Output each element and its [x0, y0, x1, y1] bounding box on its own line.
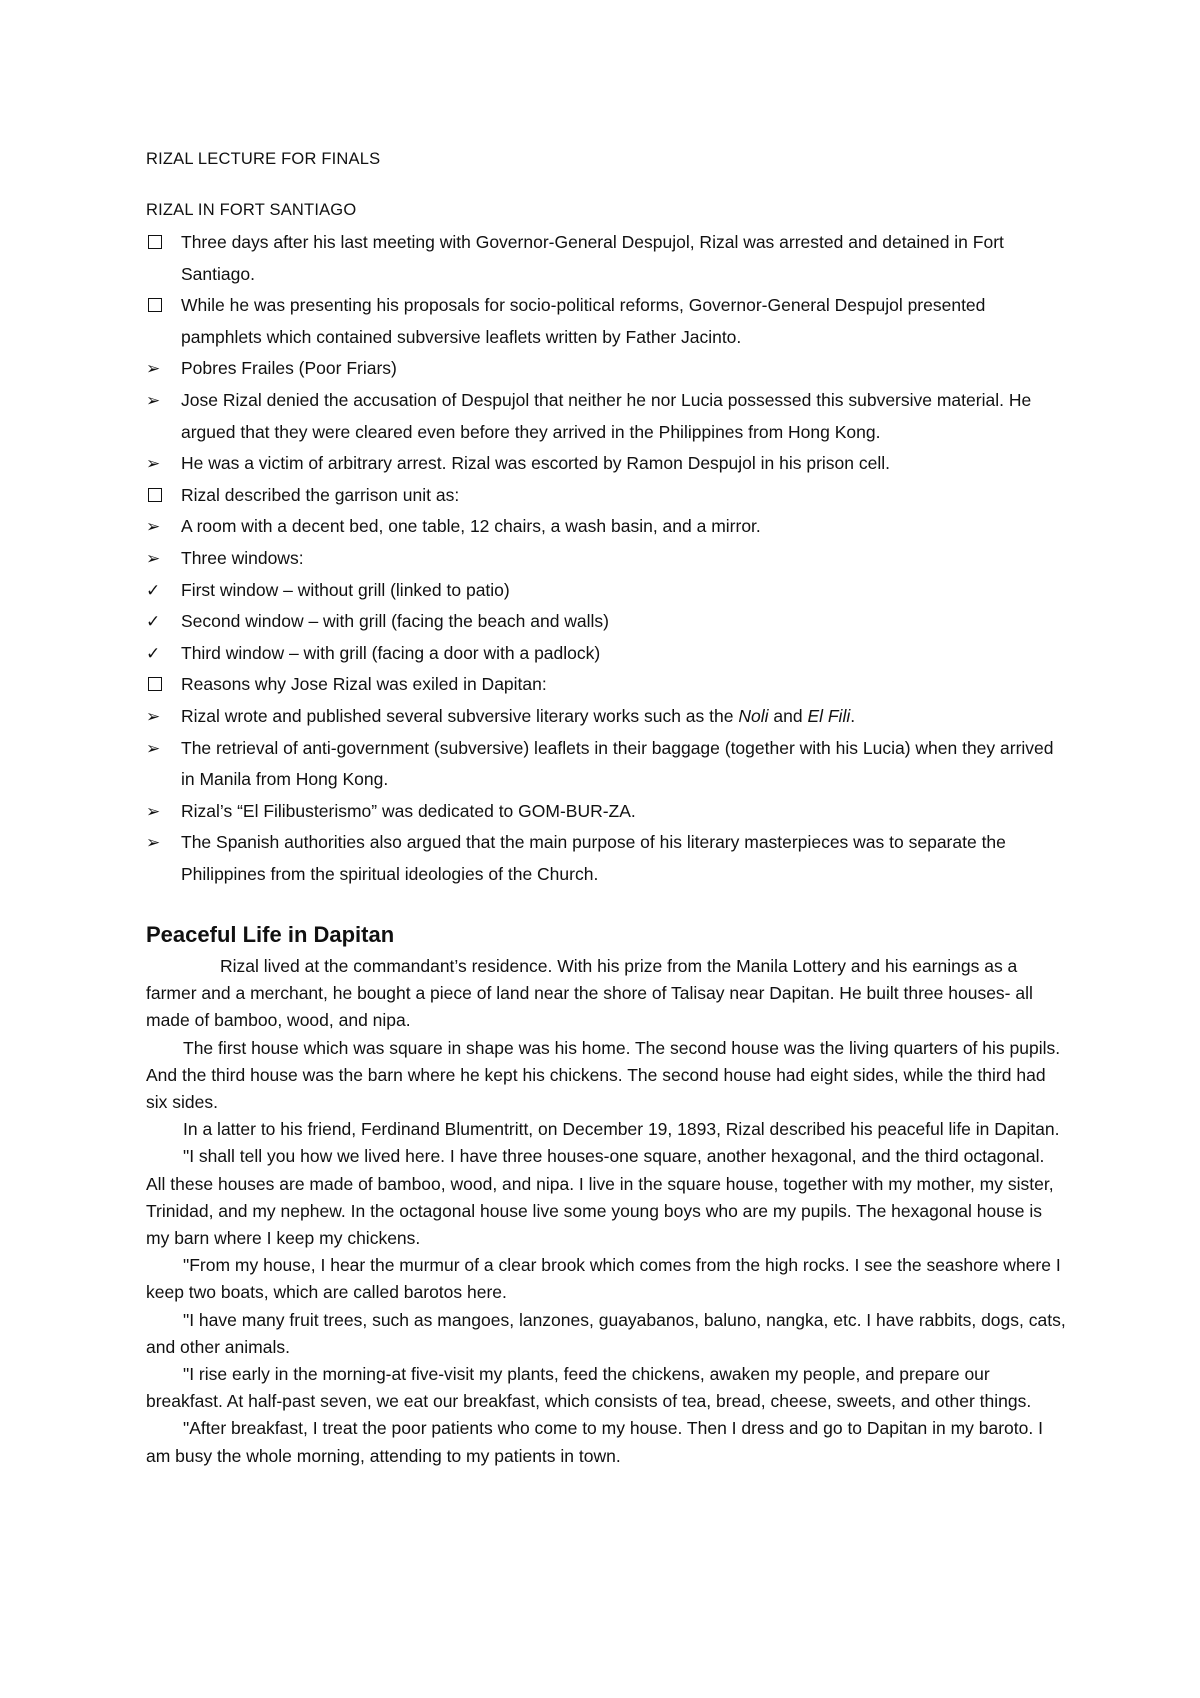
arrow-bullet-icon: ➢ — [146, 548, 161, 568]
arrow-bullet-icon: ➢ — [146, 390, 161, 410]
checkbox-bullet-icon — [146, 480, 181, 512]
body-text — [146, 953, 1066, 1470]
paragraph: "I shall tell you how we lived here. I have three houses-one square, another hexagonal, and the third octagonal. All these houses are made of bamboo, wood, and nipa. I live in the square house, together with my mother, my sister, Trinidad, and my nephew. In the octagonal house live some young boys who are my pupils. The hexagonal house is my barn where I keep my chickens. — [146, 1146, 1054, 1249]
bullet-text: He was a victim of arbitrary arrest. Rizal was escorted by Ramon Despujol in his prison cell. — [181, 453, 891, 474]
bullet-text: Second window – with grill (facing the beach and walls) — [181, 611, 610, 632]
paragraph: "After breakfast, I treat the poor patients who come to my house. Then I dress and go to Dapitan in my baroto. I am busy the whole morning, attending to my patients in town. — [146, 1418, 1043, 1466]
bullet-text: Three windows: — [181, 547, 304, 568]
arrow-bullet-icon: ➢ — [146, 801, 161, 821]
arrow-bullet-icon: ➢ — [146, 359, 161, 379]
arrow-bullet-icon: ➢ — [146, 833, 161, 853]
bullet-text: Rizal described the garrison unit as: — [181, 484, 460, 505]
paragraph: "I have many fruit trees, such as mangoes, lanzones, guayabanos, baluno, nangka, etc. I have rabbits, dogs, cats, and other animals. — [146, 1309, 1066, 1357]
text-run: . — [850, 705, 856, 726]
bullet-item — [146, 480, 1066, 512]
bullet-item — [146, 511, 1066, 543]
bullet-text: Three days after his last meeting with Governor-General Despujol, Rizal was arrested and detained in Fort Santiago. — [181, 232, 1004, 284]
bullet-item — [146, 669, 1066, 701]
check-bullet-icon: ✓ — [146, 643, 161, 663]
bullet-text: While he was presenting his proposals for socio-political reforms, Governor-General Despujol presented pamphlets which contained subversive leaflets written by Father Jacinto. — [181, 295, 986, 347]
bullet-text: A room with a decent bed, one table, 12 chairs, a wash basin, and a mirror. — [181, 516, 761, 537]
bullet-text: First window – without grill (linked to patio) — [181, 579, 510, 600]
bullet-list — [146, 227, 1066, 890]
bullet-item — [146, 448, 1066, 480]
bullet-item — [146, 227, 1066, 290]
bullet-text — [181, 701, 1066, 733]
paragraph: "I rise early in the morning-at five-visit my plants, feed the chickens, awaken my people, and prepare our breakfast. At half-past seven, we eat our breakfast, which consists of tea, bread, cheese, sweets, and other things. — [146, 1364, 1032, 1412]
paragraph: "From my house, I hear the murmur of a clear brook which comes from the high rocks. I see the seashore where I keep two boats, which are called barotos here. — [146, 1255, 1061, 1303]
arrow-bullet-icon: ➢ — [146, 454, 161, 474]
bullet-item — [146, 701, 1066, 733]
bullet-item — [146, 606, 1066, 638]
bullet-text: The retrieval of anti-government (subversive) leaflets in their baggage (together with his Lucia) when they arrived in Manila from Hong Kong. — [181, 737, 1054, 790]
text-run: Rizal wrote and published several subversive literary works such as the — [181, 705, 739, 726]
bullet-item — [146, 353, 1066, 385]
arrow-bullet-icon: ➢ — [146, 706, 161, 726]
bullet-item — [146, 385, 1066, 448]
bullet-text: Rizal’s “El Filibusterismo” was dedicated to GOM-BUR-ZA. — [181, 800, 636, 821]
bullet-text: Jose Rizal denied the accusation of Despujol that neither he nor Lucia possessed this subversive material. He argued that they were cleared even before they arrived in the Philippines from Hong Kong. — [181, 389, 1032, 442]
arrow-bullet-icon: ➢ — [146, 517, 161, 537]
paragraph: In a latter to his friend, Ferdinand Blumentritt, on December 19, 1893, Rizal described his peaceful life in Dapitan. — [183, 1119, 1060, 1140]
italic-title: El Fili — [807, 705, 851, 726]
heading-peaceful-life: Peaceful Life in Dapitan — [146, 922, 395, 947]
bullet-item — [146, 638, 1066, 670]
bullet-item — [146, 575, 1066, 607]
bullet-text: The Spanish authorities also argued that the main purpose of his literary masterpieces was to separate the Philippines from the spiritual ideologies of the Church. — [181, 832, 1006, 884]
checkbox-bullet-icon — [146, 290, 181, 322]
bullet-item — [146, 733, 1066, 796]
check-bullet-icon: ✓ — [146, 612, 161, 632]
bullet-text: Pobres Frailes (Poor Friars) — [181, 358, 397, 379]
bullet-item — [146, 290, 1066, 353]
paragraph: Rizal lived at the commandant’s residence. With his prize from the Manila Lottery and his earnings as a farmer and a merchant, he bought a piece of land near the shore of Talisay near Dapitan. He built three houses- all made of bamboo, wood, and nipa. — [146, 956, 1033, 1031]
bullet-text: Third window – with grill (facing a door with a padlock) — [181, 642, 601, 663]
italic-title: Noli — [738, 705, 769, 726]
bullet-item — [146, 543, 1066, 575]
check-bullet-icon: ✓ — [146, 580, 161, 600]
section-title-fort-santiago: RIZAL IN FORT SANTIAGO — [146, 201, 357, 219]
document-title: RIZAL LECTURE FOR FINALS — [146, 150, 381, 168]
checkbox-bullet-icon — [146, 669, 181, 701]
text-run: and — [768, 705, 808, 726]
bullet-item — [146, 796, 1066, 828]
checkbox-bullet-icon — [146, 227, 181, 259]
bullet-text: Reasons why Jose Rizal was exiled in Dapitan: — [181, 674, 547, 695]
paragraph: The first house which was square in shape was his home. The second house was the living quarters of his pupils. And the third house was the barn where he kept his chickens. The second house had eight sides, while the third had six sides. — [146, 1037, 1061, 1113]
bullet-item — [146, 827, 1066, 890]
arrow-bullet-icon: ➢ — [146, 738, 161, 758]
